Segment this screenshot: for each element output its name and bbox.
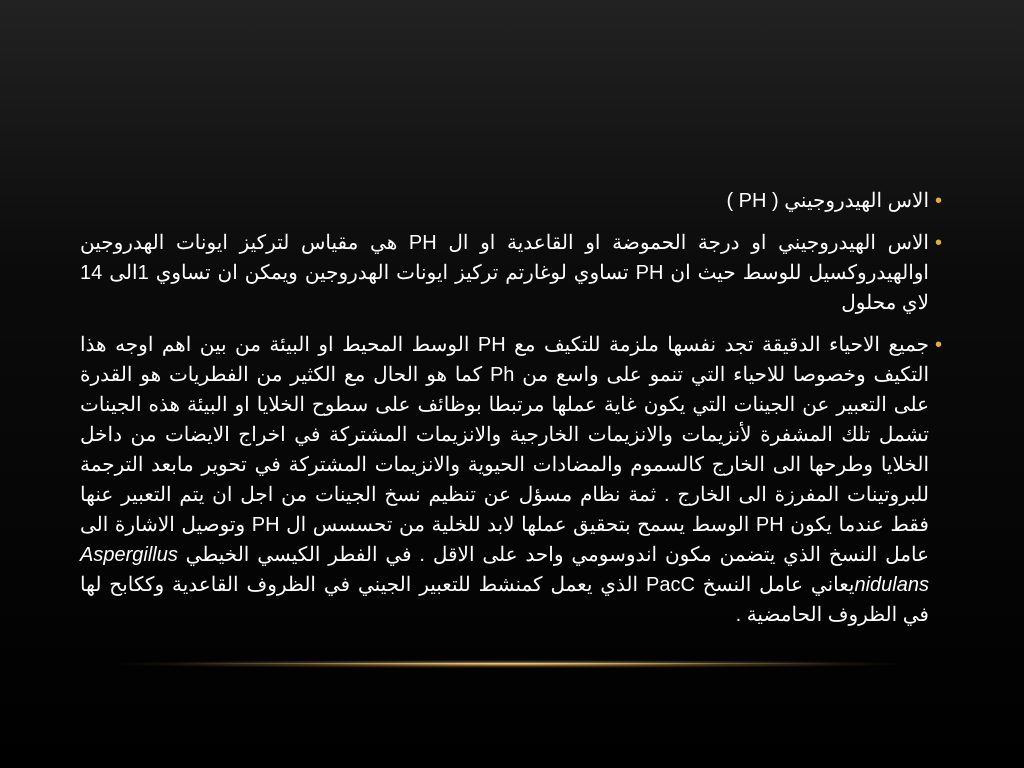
bullet-text: الاس الهيدروجيني ( PH ): [726, 190, 929, 212]
bullet-ph-definition: [80, 228, 942, 318]
decorative-glow-line: [180, 663, 840, 664]
bullet-text-part1: جميع الاحياء الدقيقة تجد نفسها ملزمة للتكيف مع PH الوسط المحيط او البيئة من بين اهم اوجه هذا التكيف وخصوصا للاحياء التي تنمو على واسع من Ph كما هو الحال مع الكثير من الفطريات هو القدرة على التعبير عن الجينات التي يكون غاية عملها مرتبطا بوظائف على سطوح الخلايا او البيئة هذه الجينات تشمل تلك المشفرة لأنزيمات والانزيمات الخارجية والانزيمات المشتركة في اخراج الايضات من داخل الخلايا وطرحها الى الخارج كالسموم والمضادات الحيوية والانزيمات المشتركة في تحوير مابعد الترجمة للبروتينات المفرزة الى الخارج . ثمة نظام مسؤل عن تنظيم نسخ الجينات من اجل ان يتم التعبير عنها فقط عندما يكون PH الوسط يسمح بتحقيق عملها لابد للخلية من تحسسس ال PH وتوصيل الاشارة الى عامل النسخ الذي يتضمن مكون اندوسومي واحد على الاقل . في الفطر الكيسي الخيطي: [80, 334, 930, 566]
bullet-text-part2: يعاني عامل النسخ PacC الذي يعمل كمنشط للتعبير الجيني في الظروف القاعدية وككابح لها في الظروف الحامضية .: [80, 574, 929, 626]
bullet-dot-icon: •: [934, 232, 942, 254]
bullet-list: [80, 186, 942, 642]
decorative-glow: [120, 660, 900, 668]
bullet-dot-icon: •: [934, 334, 942, 356]
bullet-text: الاس الهيدروجيني او درجة الحموضة او القاعدية او ال PH هي مقياس لتركيز ايونات الهدروجين اوالهيدروكسيل للوسط حيث ان PH تساوي لوغارتم تركيز ايونات الهدروجين ويمكن ان تساوي 1الى 14 لاي محلول: [80, 232, 929, 314]
bullet-microorganisms-adaptation: [80, 330, 942, 630]
species-name: Aspergillus nidulans: [80, 544, 929, 596]
bullet-dot-icon: •: [934, 190, 942, 212]
bullet-ph-title: [80, 186, 942, 216]
